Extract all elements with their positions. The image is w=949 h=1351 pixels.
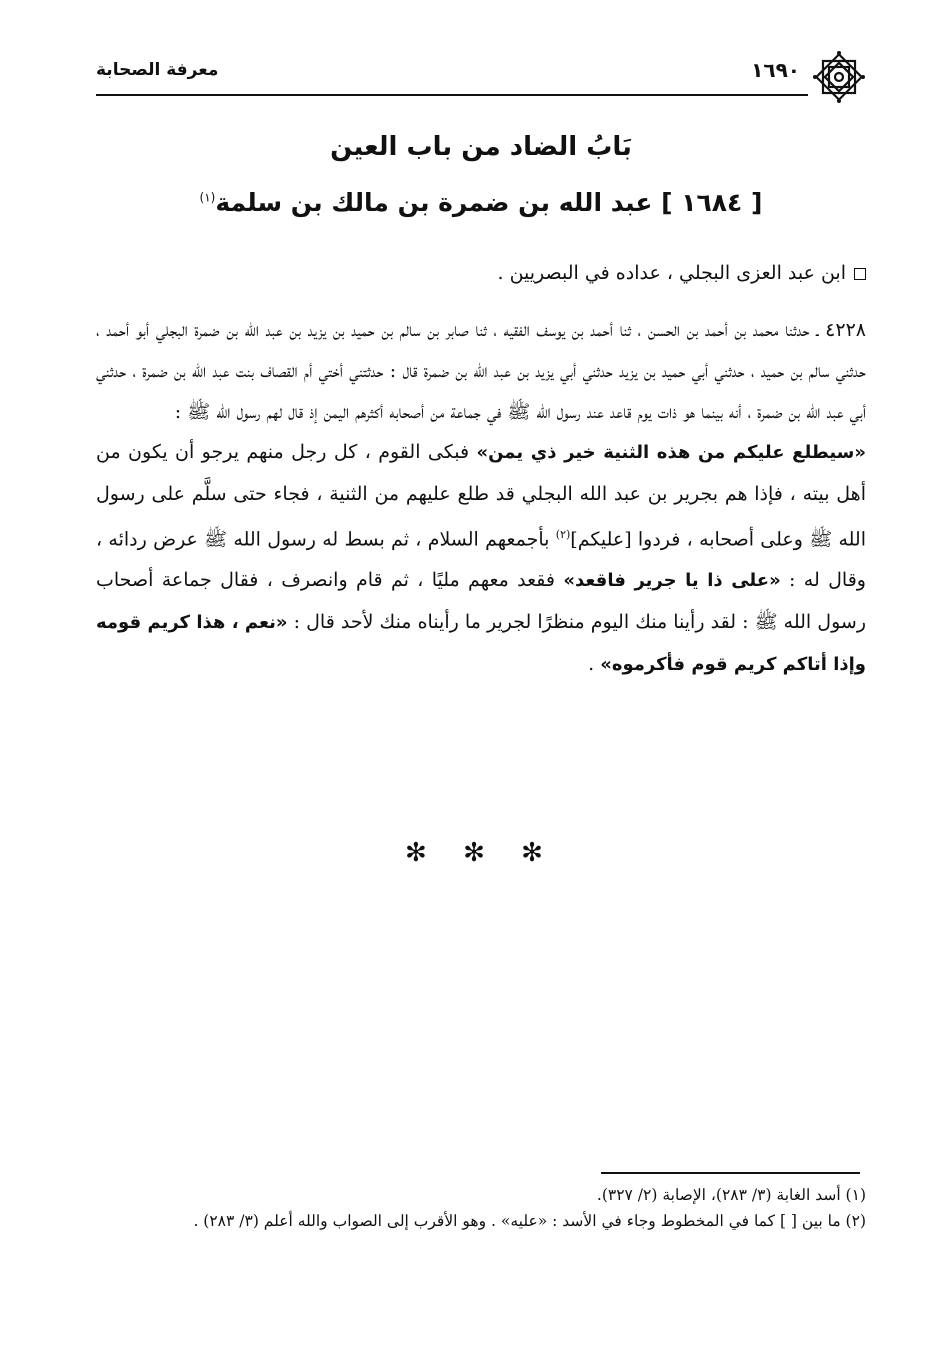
footnote-rule [601, 1172, 860, 1174]
footnote-1: (١) أسد الغابة (٣/ ٢٨٣)، الإصابة (٢/ ٣٢٧). [596, 1186, 866, 1204]
page-header [96, 50, 866, 105]
footnote-ref-2: (٢) [555, 527, 571, 541]
section-separator-stars: ✻ ✻ ✻ [405, 838, 557, 868]
footnote-ref-1: (١) [199, 190, 216, 205]
octagram-ornament-icon [812, 50, 866, 104]
hadith-quote-1: «سيطلع عليكم من هذه الثنية خير ذي يمن» [476, 442, 867, 464]
hadith-part-1: ٤٢٢٨ ـ حدثنا محمد بن أحمد بن الحسن ، ثنا أحمد بن يوسف الفقيه ، ثنا صابر بن سالم بن حميد بن يزيد بن عبد الله بن ضمرة البجلي أبو أحمد ، حدثني سالم بن حميد ، حدثني أبي حميد بن يزيد حدثني أبي يزيد بن عبد الله بن ضمرة قال : حدثتني أختي أم القصاف بنت عبد الله بن ضمرة ، حدثني أبي عبد الله بن ضمرة ، أنه بينما هو ذات يوم قاعد عند رسول الله ﷺ في جماعة من أصحابه أكثرهم اليمن إذ قال لهم رسول الله ﷺ : [96, 319, 866, 423]
chapter-title: بَابُ الضاد من باب العين [330, 132, 632, 162]
entry-intro [96, 258, 866, 288]
hadith-part-4: فقعد معهم مليًا ، ثم قام وانصرف ، فقال جماعة أصحاب رسول الله ﷺ : لقد رأينا منك اليوم منظرًا لجرير ما رأيناه منك لأحد قال : [96, 569, 866, 633]
footnotes [100, 1182, 866, 1234]
book-title: معرفة الصحابة [96, 60, 219, 80]
square-bullet-icon [854, 268, 866, 280]
hadith-part-2: فبكى القوم ، كل رجل منهم يرجو أن يكون من أهل بيته ، فإذا هم بجرير بن عبد الله البجلي قد طلع عليهم من الثنية ، فجاء حتى سلَّم على رسول الله ﷺ وعلى أصحابه ، فردوا [عليكم] [96, 441, 867, 551]
hadith-text [96, 310, 866, 686]
intro-text: ابن عبد العزى البجلي ، عداده في البصريين . [497, 262, 846, 284]
hadith-quote-3: «نعم ، هذا كريم قومه وإذا أتاكم كريم قوم فأكرموه» [96, 611, 866, 675]
header-rule [96, 94, 808, 96]
page-number: ١٦٩٠ [751, 58, 800, 82]
hadith-part-5: . [588, 652, 601, 675]
hadith-quote-2: «على ذا يا جرير فاقعد» [563, 570, 781, 592]
entry-title [96, 188, 866, 217]
hadith-part-3: بأجمعهم السلام ، ثم بسط له رسول الله ﷺ عرض ردائه ، وقال له : [96, 528, 866, 592]
entry-title-text: [ ١٦٨٤ ] عبد الله بن ضمرة بن مالك بن سلمة [215, 188, 763, 217]
footnote-2: (٢) ما بين [ ] كما في المخطوط وجاء في الأسد : «عليه» . وهو الأقرب إلى الصواب والله أعلم (٣/ ٢٨٣) . [193, 1212, 866, 1230]
